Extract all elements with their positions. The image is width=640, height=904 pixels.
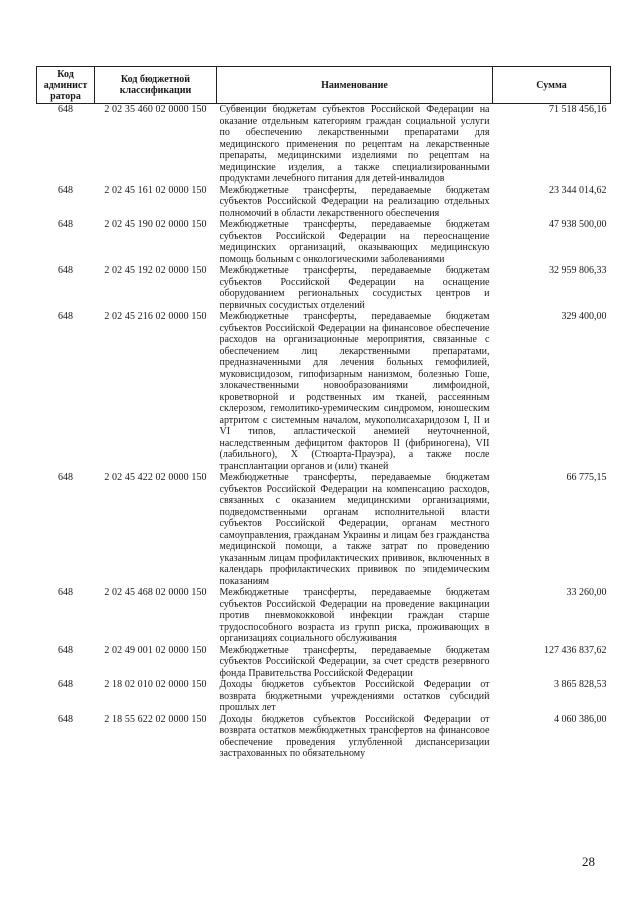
row-budget-code: 2 02 45 422 02 0000 150 [104,472,207,483]
row-sum: 71 518 456,16 [549,104,607,115]
table-row [37,679,611,714]
row-admin-code: 648 [58,311,73,322]
row-sum: 23 344 014,62 [549,184,607,196]
row-sum: 3 865 828,53 [554,679,607,690]
budget-table [36,66,611,760]
row-sum: 329 400,00 [561,311,607,322]
table-row [37,219,611,265]
table-row [37,645,611,680]
row-sum: 66 775,15 [566,472,607,483]
row-sum: 4 060 386,00 [554,713,607,725]
row-budget-code: 2 02 45 468 02 0000 150 [104,587,207,598]
header-name: Наименование [217,67,493,104]
row-admin-code: 648 [58,184,73,196]
row-admin-code: 648 [58,219,73,230]
row-admin-code: 648 [58,265,73,276]
row-budget-code: 2 02 45 216 02 0000 150 [104,311,207,322]
header-budget-code: Код бюджетной классификации [95,67,217,104]
row-sum: 47 938 500,00 [549,219,607,230]
row-name: Субвенции бюджетам субъектов Российской Федерации на оказание отдельным категориям граждан социальной услуги по обеспечению лекарственными препаратами для медицинского применения по рецептам на лекарственные препараты, медицинскими изделиями по рецептам на медицинские изделия, а также специализированными продуктами лечебного питания для детей-инвалидов [219,104,490,184]
row-name: Межбюджетные трансферты, передаваемые бюджетам субъектов Российской Федерации на проведение вакцинации против пневмококковой инфекции граждан старше трудоспособного возраста из групп риска, проживающих в организациях социального обслуживания [219,587,490,644]
table-row [37,104,611,185]
row-name: Доходы бюджетов субъектов Российской Федерации от возврата остатков межбюджетных трансфертов на финансовое обеспечение проведения углубленной диспансеризации застрахованных по обязательному [219,713,490,759]
row-sum: 32 959 806,33 [549,265,607,276]
row-admin-code: 648 [58,713,73,725]
row-budget-code: 2 02 45 192 02 0000 150 [104,265,207,276]
page-number: 28 [582,854,595,869]
table-body [37,104,611,760]
row-budget-code: 2 18 02 010 02 0000 150 [104,679,207,690]
row-budget-code: 2 02 45 190 02 0000 150 [104,219,207,230]
table-row [37,714,611,760]
row-budget-code: 2 02 45 161 02 0000 150 [104,184,207,196]
row-sum: 127 436 837,62 [544,644,607,656]
row-admin-code: 648 [58,587,73,598]
row-name: Межбюджетные трансферты, передаваемые бюджетам субъектов Российской Федерации на переоснащение медицинских организаций, оказывающих медицинскую помощь больным с онкологическими заболеваниями [219,219,490,265]
header-sum: Сумма [493,67,611,104]
row-budget-code: 2 02 35 460 02 0000 150 [104,104,207,115]
row-admin-code: 648 [58,644,73,656]
table-row [37,587,611,645]
row-name: Межбюджетные трансферты, передаваемые бюджетам субъектов Российской Федерации на финансовое обеспечение расходов на организационные мероприятия, связанные с обеспечением лиц лекарственными препаратами, предназначенными для лечения больных гемофилией, муковисцидозом, гипофизарным нанизмом, болезнью Гоше, злокачественными новообразованиями лимфоидной, кроветворной и родственных им тканей, рассеянным склерозом, гемолитико-уремическим синдромом, юношеским артритом с системным началом, мукополисахаридозом I, II и VI типов, апластической анемией неуточненной, наследственным дефицитом факторов II (фибриногена), VII (лабильного), X (Стюарта-Прауэра), а также после трансплантации органов и (или) тканей [219,311,490,472]
table-row [37,311,611,472]
table-row [37,185,611,220]
row-name: Межбюджетные трансферты, передаваемые бюджетам субъектов Российской Федерации на реализацию отдельных полномочий в области лекарственного обеспечения [219,184,490,219]
row-sum: 33 260,00 [566,587,607,598]
row-name: Межбюджетные трансферты, передаваемые бюджетам субъектов Российской Федерации на оснащение оборудованием региональных сосудистых центров и первичных сосудистых отделений [219,265,490,311]
row-name: Межбюджетные трансферты, передаваемые бюджетам субъектов Российской Федерации, за счет средств резервного фонда Правительства Российской Федерации [219,644,490,679]
table-row [37,472,611,587]
row-name: Доходы бюджетов субъектов Российской Федерации от возврата бюджетными учреждениями остатков субсидий прошлых лет [219,679,490,713]
row-budget-code: 2 18 55 622 02 0000 150 [104,713,207,725]
row-name: Межбюджетные трансферты, передаваемые бюджетам субъектов Российской Федерации на компенсацию расходов, связанных с оказанием медицинскими организациями, подведомственными органам исполнительной власти субъектов Российской Федерации, органам местного самоуправления, гражданам Украины и лицам без гражданства медицинской помощи, а также затрат по проведению указанным лицам профилактических прививок, включенных в календарь профилактических прививок по эпидемическим показаниям [219,472,490,587]
row-budget-code: 2 02 49 001 02 0000 150 [104,644,207,656]
row-admin-code: 648 [58,679,73,690]
table-header-row [37,67,611,104]
row-admin-code: 648 [58,104,73,115]
table-row [37,265,611,311]
row-admin-code: 648 [58,472,73,483]
header-admin-code: Код админист ратора [37,67,95,104]
